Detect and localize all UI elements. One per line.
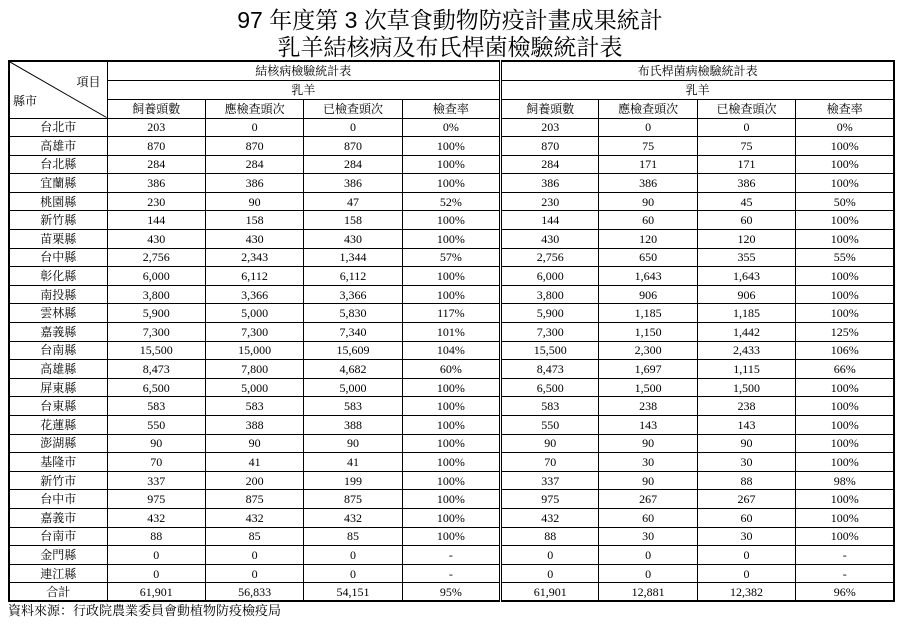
tb-required-tests-cell: 41 [205,453,303,472]
diagonal-divider [10,62,107,118]
region-name: 台東縣 [9,397,107,416]
brucellosis-required-tests-cell: 2,300 [599,341,697,360]
tb-test-rate-cell: - [402,546,500,565]
brucellosis-head-count-cell: 7,300 [501,323,599,342]
tb-completed-tests-cell: 386 [304,174,402,193]
tb-required-tests-cell: 0 [205,564,303,583]
tb-required-tests-cell: 90 [205,434,303,453]
brucellosis-test-rate-cell: 100% [796,453,894,472]
tb-completed-tests-cell: 4,682 [304,360,402,379]
tb-completed-tests-cell: 0 [304,546,402,565]
table-row [9,267,894,286]
tb-required-tests-cell: 875 [205,490,303,509]
region-name: 台中縣 [9,248,107,267]
tb-required-tests-cell: 6,112 [205,267,303,286]
tb-head-count-header: 飼養頭數 [107,99,205,118]
tb-head-count-cell: 88 [107,527,205,546]
region-name: 高雄縣 [9,360,107,379]
tb-head-count-cell: 2,756 [107,248,205,267]
region-name: 新竹縣 [9,211,107,230]
tb-required-tests-cell: 430 [205,230,303,249]
table-row [9,434,894,453]
tb-completed-tests-cell: 85 [304,527,402,546]
region-name: 澎湖縣 [9,434,107,453]
brucellosis-head-count-cell: 144 [501,211,599,230]
tb-completed-tests-cell: 7,340 [304,323,402,342]
tb-required-tests-cell: 870 [205,137,303,156]
table-row [9,527,894,546]
brucellosis-completed-tests-cell: 171 [697,155,795,174]
brucellosis-test-rate-cell: 100% [796,378,894,397]
region-name: 花蓮縣 [9,416,107,435]
page-subtitle: 乳羊結核病及布氏桿菌檢驗統計表 [277,34,623,60]
tb-completed-tests-cell: 583 [304,397,402,416]
brucellosis-required-tests-cell: 0 [599,118,697,137]
tb-completed-tests-cell: 6,112 [304,267,402,286]
brucellosis-group-header: 布氏桿菌病檢驗統計表 [501,61,895,80]
brucellosis-test-rate-cell: 100% [796,211,894,230]
brucellosis-head-count-cell: 5,900 [501,304,599,323]
region-name: 嘉義市 [9,508,107,527]
table-row [9,453,894,472]
tb-head-count-cell: 0 [107,564,205,583]
region-name: 台南市 [9,527,107,546]
brucellosis-test-rate-header: 檢查率 [796,99,894,118]
tb-completed-tests-cell: 1,344 [304,248,402,267]
table-body [9,118,894,601]
tb-head-count-cell: 550 [107,416,205,435]
brucellosis-required-tests-header: 應檢查頭次 [599,99,697,118]
table-row [9,508,894,527]
brucellosis-completed-tests-cell: 0 [697,546,795,565]
tb-head-count-cell: 337 [107,471,205,490]
brucellosis-completed-tests-cell: 90 [697,434,795,453]
brucellosis-required-tests-cell: 12,881 [599,583,697,602]
region-name: 連江縣 [9,564,107,583]
tb-required-tests-cell: 85 [205,527,303,546]
tb-head-count-cell: 8,473 [107,360,205,379]
brucellosis-head-count-cell: 90 [501,434,599,453]
brucellosis-required-tests-cell: 90 [599,434,697,453]
table-row [9,471,894,490]
brucellosis-required-tests-cell: 30 [599,453,697,472]
brucellosis-required-tests-cell: 1,150 [599,323,697,342]
brucellosis-completed-tests-cell: 60 [697,211,795,230]
table-row [9,230,894,249]
brucellosis-required-tests-cell: 0 [599,546,697,565]
table-row [9,360,894,379]
animal-header-row [9,80,894,99]
brucellosis-completed-tests-cell: 88 [697,471,795,490]
tb-required-tests-cell: 5,000 [205,378,303,397]
tb-required-tests-cell: 0 [205,118,303,137]
table-row [9,416,894,435]
brucellosis-completed-tests-cell: 75 [697,137,795,156]
tb-required-tests-cell: 15,000 [205,341,303,360]
tb-test-rate-cell: 101% [402,323,500,342]
region-name: 屏東縣 [9,378,107,397]
brucellosis-test-rate-cell: - [796,546,894,565]
column-header-row [9,99,894,118]
tb-completed-tests-cell: 875 [304,490,402,509]
group-header-row [9,61,894,80]
total-row [9,583,894,602]
tb-test-rate-cell: 100% [402,230,500,249]
brucellosis-completed-tests-cell: 1,442 [697,323,795,342]
tb-required-tests-header: 應檢查頭次 [205,99,303,118]
tb-completed-tests-cell: 284 [304,155,402,174]
tb-required-tests-cell: 200 [205,471,303,490]
brucellosis-completed-tests-cell: 12,382 [697,583,795,602]
brucellosis-required-tests-cell: 60 [599,508,697,527]
tb-completed-tests-cell: 3,366 [304,285,402,304]
table-row [9,490,894,509]
brucellosis-required-tests-cell: 75 [599,137,697,156]
tb-head-count-cell: 3,800 [107,285,205,304]
brucellosis-test-rate-cell: 100% [796,267,894,286]
brucellosis-required-tests-cell: 386 [599,174,697,193]
table-row [9,118,894,137]
brucellosis-head-count-cell: 2,756 [501,248,599,267]
brucellosis-completed-tests-cell: 906 [697,285,795,304]
tb-completed-tests-cell: 5,000 [304,378,402,397]
region-name: 苗栗縣 [9,230,107,249]
tb-head-count-cell: 0 [107,546,205,565]
brucellosis-completed-tests-cell: 1,500 [697,378,795,397]
brucellosis-test-rate-cell: 55% [796,248,894,267]
brucellosis-test-rate-cell: 100% [796,285,894,304]
tb-test-rate-cell: 52% [402,192,500,211]
tb-required-tests-cell: 386 [205,174,303,193]
region-name: 宜蘭縣 [9,174,107,193]
brucellosis-head-count-cell: 432 [501,508,599,527]
brucellosis-completed-tests-cell: 238 [697,397,795,416]
brucellosis-required-tests-cell: 60 [599,211,697,230]
tb-completed-tests-cell: 90 [304,434,402,453]
tb-completed-tests-cell: 199 [304,471,402,490]
brucellosis-required-tests-cell: 171 [599,155,697,174]
tb-head-count-cell: 70 [107,453,205,472]
tb-head-count-cell: 870 [107,137,205,156]
brucellosis-completed-tests-header: 已檢查頭次 [697,99,795,118]
tb-test-rate-cell: - [402,564,500,583]
corner-header-cell [9,61,107,118]
brucellosis-required-tests-cell: 1,643 [599,267,697,286]
brucellosis-completed-tests-cell: 2,433 [697,341,795,360]
brucellosis-test-rate-cell: 100% [796,508,894,527]
tb-test-rate-cell: 100% [402,471,500,490]
brucellosis-head-count-header: 飼養頭數 [501,99,599,118]
brucellosis-head-count-cell: 0 [501,546,599,565]
brucellosis-completed-tests-cell: 45 [697,192,795,211]
brucellosis-test-rate-cell: 100% [796,434,894,453]
source-note: 資料來源：行政院農業委員會動植物防疫檢疫局 [8,603,282,618]
tb-test-rate-cell: 100% [402,527,500,546]
brucellosis-test-rate-cell: 100% [796,155,894,174]
tb-head-count-cell: 15,500 [107,341,205,360]
tb-test-rate-cell: 100% [402,508,500,527]
region-name: 台北縣 [9,155,107,174]
brucellosis-test-rate-cell: 100% [796,397,894,416]
tb-test-rate-cell: 100% [402,211,500,230]
tb-required-tests-cell: 0 [205,546,303,565]
brucellosis-head-count-cell: 975 [501,490,599,509]
region-name: 嘉義縣 [9,323,107,342]
total-label: 合計 [9,583,107,602]
tb-head-count-cell: 432 [107,508,205,527]
brucellosis-head-count-cell: 550 [501,416,599,435]
region-header-label: 縣市 [13,93,38,108]
tb-test-rate-cell: 100% [402,137,500,156]
tb-completed-tests-cell: 432 [304,508,402,527]
brucellosis-completed-tests-cell: 30 [697,453,795,472]
table-row [9,323,894,342]
brucellosis-required-tests-cell: 906 [599,285,697,304]
tb-required-tests-cell: 284 [205,155,303,174]
tb-completed-tests-cell: 47 [304,192,402,211]
brucellosis-completed-tests-cell: 1,115 [697,360,795,379]
table-row [9,564,894,583]
brucellosis-test-rate-cell: 100% [796,304,894,323]
tb-required-tests-cell: 5,000 [205,304,303,323]
tb-head-count-cell: 6,500 [107,378,205,397]
tb-completed-tests-cell: 15,609 [304,341,402,360]
table-row [9,397,894,416]
region-name: 台南縣 [9,341,107,360]
brucellosis-test-rate-cell: 100% [796,527,894,546]
brucellosis-head-count-cell: 870 [501,137,599,156]
brucellosis-test-rate-cell: 0% [796,118,894,137]
tb-required-tests-cell: 7,800 [205,360,303,379]
tb-test-rate-cell: 100% [402,267,500,286]
brucellosis-completed-tests-cell: 267 [697,490,795,509]
table-row [9,248,894,267]
tb-test-rate-cell: 57% [402,248,500,267]
tb-head-count-cell: 6,000 [107,267,205,286]
brucellosis-head-count-cell: 284 [501,155,599,174]
brucellosis-required-tests-cell: 650 [599,248,697,267]
table-header [9,61,894,118]
tb-completed-tests-cell: 54,151 [304,583,402,602]
tb-head-count-cell: 61,901 [107,583,205,602]
tb-head-count-cell: 284 [107,155,205,174]
tb-head-count-cell: 430 [107,230,205,249]
tb-test-rate-cell: 0% [402,118,500,137]
table-row [9,137,894,156]
tb-test-rate-cell: 100% [402,416,500,435]
table-row [9,155,894,174]
tb-completed-tests-cell: 41 [304,453,402,472]
tb-required-tests-cell: 2,343 [205,248,303,267]
tb-completed-tests-cell: 158 [304,211,402,230]
tb-required-tests-cell: 3,366 [205,285,303,304]
tb-group-header: 結核病檢驗統計表 [107,61,501,80]
brucellosis-required-tests-cell: 30 [599,527,697,546]
tb-test-rate-cell: 100% [402,378,500,397]
brucellosis-required-tests-cell: 90 [599,471,697,490]
brucellosis-test-rate-cell: 100% [796,230,894,249]
tb-test-rate-cell: 60% [402,360,500,379]
brucellosis-required-tests-cell: 238 [599,397,697,416]
tb-head-count-cell: 203 [107,118,205,137]
table-row [9,546,894,565]
brucellosis-test-rate-cell: 100% [796,490,894,509]
brucellosis-head-count-cell: 6,500 [501,378,599,397]
tb-head-count-cell: 583 [107,397,205,416]
brucellosis-completed-tests-cell: 30 [697,527,795,546]
brucellosis-completed-tests-cell: 0 [697,118,795,137]
tb-test-rate-cell: 104% [402,341,500,360]
tb-completed-tests-cell: 430 [304,230,402,249]
brucellosis-completed-tests-cell: 1,643 [697,267,795,286]
brucellosis-required-tests-cell: 120 [599,230,697,249]
brucellosis-head-count-cell: 6,000 [501,267,599,286]
tb-required-tests-cell: 388 [205,416,303,435]
tb-completed-tests-header: 已檢查頭次 [304,99,402,118]
statistics-table [8,60,895,602]
tb-test-rate-header: 檢查率 [402,99,500,118]
region-name: 新竹市 [9,471,107,490]
brucellosis-test-rate-cell: 100% [796,174,894,193]
brucellosis-required-tests-cell: 1,697 [599,360,697,379]
tb-required-tests-cell: 90 [205,192,303,211]
brucellosis-head-count-cell: 61,901 [501,583,599,602]
tb-test-rate-cell: 100% [402,434,500,453]
tb-test-rate-cell: 100% [402,174,500,193]
brucellosis-required-tests-cell: 267 [599,490,697,509]
brucellosis-completed-tests-cell: 143 [697,416,795,435]
brucellosis-completed-tests-cell: 60 [697,508,795,527]
brucellosis-test-rate-cell: - [796,564,894,583]
brucellosis-head-count-cell: 0 [501,564,599,583]
region-name: 金門縣 [9,546,107,565]
brucellosis-required-tests-cell: 0 [599,564,697,583]
table-row [9,378,894,397]
tb-test-rate-cell: 100% [402,285,500,304]
brucellosis-head-count-cell: 70 [501,453,599,472]
brucellosis-test-rate-cell: 106% [796,341,894,360]
brucellosis-required-tests-cell: 143 [599,416,697,435]
page-title: 97 年度第 3 次草食動物防疫計畫成果統計 [237,7,663,33]
brucellosis-test-rate-cell: 66% [796,360,894,379]
tb-completed-tests-cell: 0 [304,564,402,583]
brucellosis-completed-tests-cell: 1,185 [697,304,795,323]
brucellosis-head-count-cell: 15,500 [501,341,599,360]
brucellosis-completed-tests-cell: 386 [697,174,795,193]
tb-completed-tests-cell: 0 [304,118,402,137]
tb-required-tests-cell: 583 [205,397,303,416]
tb-required-tests-cell: 158 [205,211,303,230]
brucellosis-head-count-cell: 583 [501,397,599,416]
brucellosis-head-count-cell: 203 [501,118,599,137]
brucellosis-test-rate-cell: 100% [796,137,894,156]
brucellosis-completed-tests-cell: 355 [697,248,795,267]
table-row [9,211,894,230]
brucellosis-test-rate-cell: 125% [796,323,894,342]
tb-completed-tests-cell: 870 [304,137,402,156]
tb-required-tests-cell: 432 [205,508,303,527]
brucellosis-head-count-cell: 337 [501,471,599,490]
tb-head-count-cell: 90 [107,434,205,453]
brucellosis-required-tests-cell: 1,185 [599,304,697,323]
tb-test-rate-cell: 100% [402,155,500,174]
table-row [9,285,894,304]
table-row [9,192,894,211]
tb-test-rate-cell: 100% [402,453,500,472]
brucellosis-head-count-cell: 8,473 [501,360,599,379]
region-name: 高雄市 [9,137,107,156]
region-name: 彰化縣 [9,267,107,286]
tb-animal-header: 乳羊 [107,80,501,99]
brucellosis-head-count-cell: 386 [501,174,599,193]
brucellosis-completed-tests-cell: 0 [697,564,795,583]
region-name: 台中市 [9,490,107,509]
tb-completed-tests-cell: 388 [304,416,402,435]
brucellosis-required-tests-cell: 90 [599,192,697,211]
tb-head-count-cell: 975 [107,490,205,509]
item-header-label: 項目 [76,75,101,89]
tb-test-rate-cell: 100% [402,490,500,509]
brucellosis-test-rate-cell: 50% [796,192,894,211]
brucellosis-head-count-cell: 3,800 [501,285,599,304]
tb-test-rate-cell: 100% [402,397,500,416]
tb-completed-tests-cell: 5,830 [304,304,402,323]
table-row [9,341,894,360]
brucellosis-test-rate-cell: 100% [796,416,894,435]
brucellosis-test-rate-cell: 96% [796,583,894,602]
brucellosis-completed-tests-cell: 120 [697,230,795,249]
brucellosis-animal-header: 乳羊 [501,80,895,99]
brucellosis-head-count-cell: 430 [501,230,599,249]
region-name: 台北市 [9,118,107,137]
table-row [9,174,894,193]
tb-required-tests-cell: 56,833 [205,583,303,602]
tb-head-count-cell: 230 [107,192,205,211]
region-name: 雲林縣 [9,304,107,323]
brucellosis-head-count-cell: 230 [501,192,599,211]
tb-head-count-cell: 144 [107,211,205,230]
brucellosis-required-tests-cell: 1,500 [599,378,697,397]
tb-head-count-cell: 386 [107,174,205,193]
brucellosis-test-rate-cell: 98% [796,471,894,490]
tb-head-count-cell: 7,300 [107,323,205,342]
tb-test-rate-cell: 95% [402,583,500,602]
tb-head-count-cell: 5,900 [107,304,205,323]
region-name: 桃園縣 [9,192,107,211]
region-name: 基隆市 [9,453,107,472]
table-row [9,304,894,323]
brucellosis-head-count-cell: 88 [501,527,599,546]
region-name: 南投縣 [9,285,107,304]
tb-required-tests-cell: 7,300 [205,323,303,342]
tb-test-rate-cell: 117% [402,304,500,323]
